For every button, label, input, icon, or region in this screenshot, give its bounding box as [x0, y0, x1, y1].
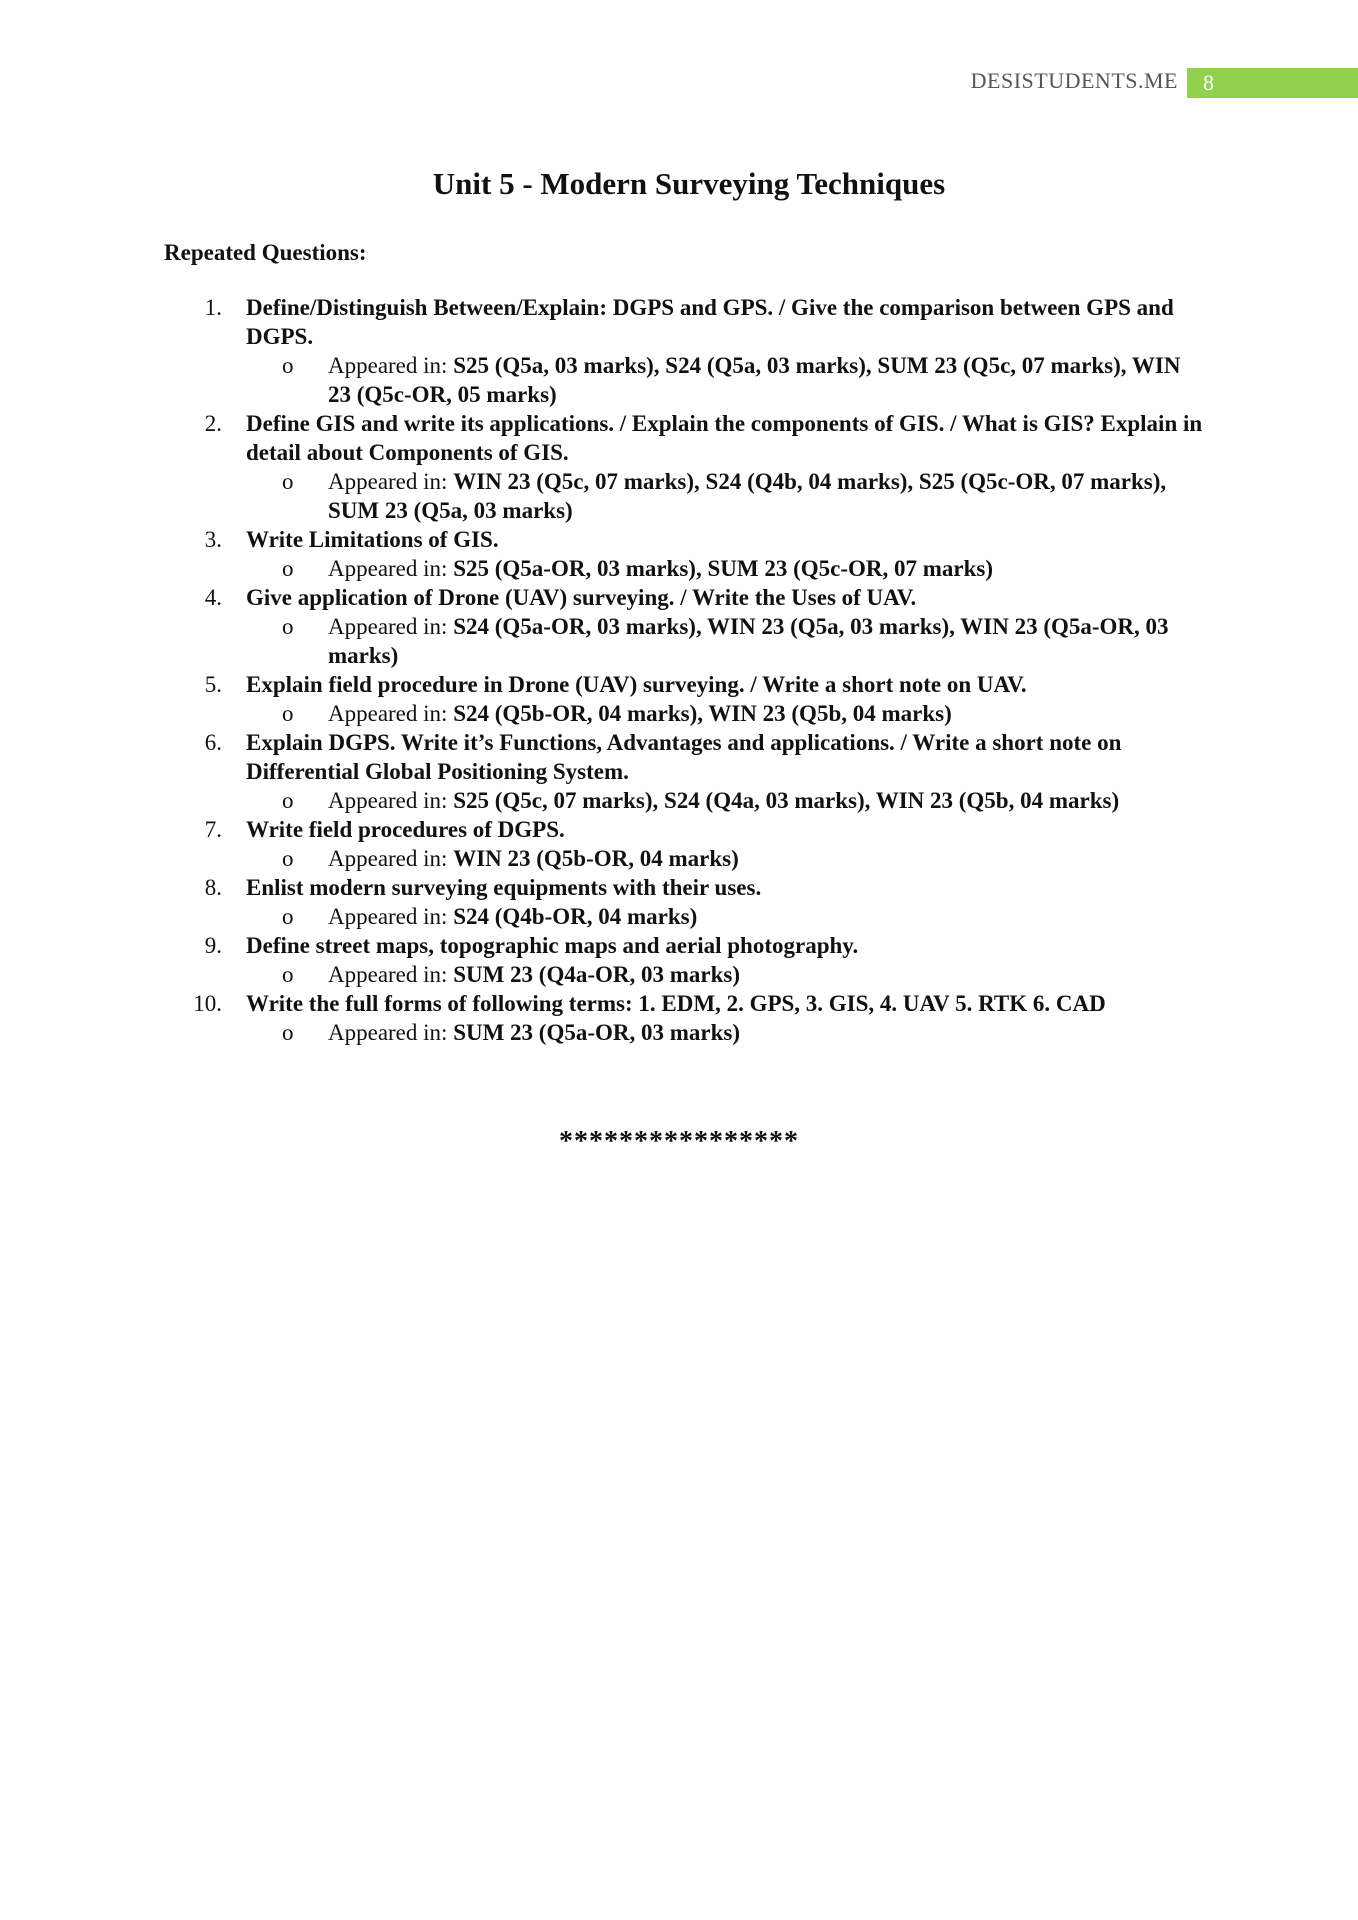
- exam-references: S25 (Q5c, 07 marks), S24 (Q4a, 03 marks), WIN 23 (Q5b, 04 marks): [453, 788, 1120, 813]
- bullet-marker: o: [282, 904, 294, 929]
- appeared-in-label: Appeared in:: [328, 469, 448, 494]
- question-text: Define GIS and write its applications. / Explain the components of GIS. / What is GIS? Explain in detail about Components of GIS.: [246, 411, 1203, 465]
- question-text: Give application of Drone (UAV) surveying. / Write the Uses of UAV.: [246, 585, 917, 610]
- question-item: [164, 293, 1204, 351]
- appeared-in-label: Appeared in:: [328, 904, 448, 929]
- question-item: [164, 931, 1204, 960]
- appeared-in-label: Appeared in:: [328, 353, 448, 378]
- question-item: [164, 409, 1204, 467]
- question-number: 4.: [204, 585, 222, 610]
- question-text: Write field procedures of DGPS.: [246, 817, 565, 842]
- question-text: Define street maps, topographic maps and aerial photography.: [246, 933, 859, 958]
- appeared-in-label: Appeared in:: [328, 846, 448, 871]
- question-number: 6.: [204, 730, 222, 755]
- bullet-marker: o: [282, 614, 294, 639]
- question-number: 10.: [193, 991, 222, 1016]
- end-marker: ****************: [559, 1126, 799, 1157]
- bullet-marker: o: [282, 701, 294, 726]
- question-number: 3.: [204, 527, 222, 552]
- appeared-in-line: [164, 612, 1204, 670]
- question-number: 7.: [204, 817, 222, 842]
- question-text: Write the full forms of following terms: 1. EDM, 2. GPS, 3. GIS, 4. UAV 5. RTK 6. CAD: [246, 991, 1106, 1016]
- bullet-marker: o: [282, 556, 294, 581]
- appeared-in-line: [164, 351, 1204, 409]
- question-item: [164, 670, 1204, 699]
- bullet-marker: o: [282, 962, 294, 987]
- question-number: 2.: [204, 411, 222, 436]
- appeared-in-line: [164, 467, 1204, 525]
- exam-references: WIN 23 (Q5c, 07 marks), S24 (Q4b, 04 marks), S25 (Q5c-OR, 07 marks), SUM 23 (Q5a, 03 marks): [328, 469, 1167, 523]
- appeared-in-line: [164, 902, 1204, 931]
- appeared-in-label: Appeared in:: [328, 1020, 448, 1045]
- exam-references: S24 (Q5a-OR, 03 marks), WIN 23 (Q5a, 03 marks), WIN 23 (Q5a-OR, 03 marks): [328, 614, 1169, 668]
- question-item: [164, 989, 1204, 1018]
- exam-references: SUM 23 (Q4a-OR, 03 marks): [453, 962, 741, 987]
- page-number-badge: 8: [1187, 68, 1358, 98]
- appeared-in-line: [164, 1018, 1204, 1047]
- question-text: Define/Distinguish Between/Explain: DGPS and GPS. / Give the comparison between GPS and DGPS.: [246, 295, 1174, 349]
- appeared-in-line: [164, 554, 1204, 583]
- exam-references: S24 (Q4b-OR, 04 marks): [453, 904, 698, 929]
- question-item: [164, 525, 1204, 554]
- question-item: [164, 815, 1204, 844]
- exam-references: WIN 23 (Q5b-OR, 04 marks): [453, 846, 739, 871]
- question-text: Explain field procedure in Drone (UAV) surveying. / Write a short note on UAV.: [246, 672, 1027, 697]
- appeared-in-label: Appeared in:: [328, 962, 448, 987]
- appeared-in-line: [164, 844, 1204, 873]
- appeared-in-label: Appeared in:: [328, 701, 448, 726]
- appeared-in-label: Appeared in:: [328, 788, 448, 813]
- appeared-in-label: Appeared in:: [328, 614, 448, 639]
- header-site-name: DESISTUDENTS.ME: [970, 68, 1178, 93]
- question-text: Explain DGPS. Write it’s Functions, Advantages and applications. / Write a short note on Differential Global Positioning System.: [246, 730, 1122, 784]
- bullet-marker: o: [282, 846, 294, 871]
- exam-references: SUM 23 (Q5a-OR, 03 marks): [453, 1020, 741, 1045]
- bullet-marker: o: [282, 469, 294, 494]
- appeared-in-line: [164, 699, 1204, 728]
- question-text: Enlist modern surveying equipments with their uses.: [246, 875, 762, 900]
- exam-references: S25 (Q5a-OR, 03 marks), SUM 23 (Q5c-OR, 07 marks): [453, 556, 994, 581]
- appeared-in-label: Appeared in:: [328, 556, 448, 581]
- appeared-in-line: [164, 960, 1204, 989]
- bullet-marker: o: [282, 353, 294, 378]
- appeared-in-line: [164, 786, 1204, 815]
- section-label: Repeated Questions:: [164, 240, 367, 265]
- exam-references: S25 (Q5a, 03 marks), S24 (Q5a, 03 marks), SUM 23 (Q5c, 07 marks), WIN 23 (Q5c-OR, 05 marks): [328, 353, 1181, 407]
- question-number: 9.: [204, 933, 222, 958]
- bullet-marker: o: [282, 788, 294, 813]
- bullet-marker: o: [282, 1020, 294, 1045]
- page-title: Unit 5 - Modern Surveying Techniques: [432, 166, 946, 201]
- question-text: Write Limitations of GIS.: [246, 527, 499, 552]
- question-item: [164, 873, 1204, 902]
- question-item: [164, 583, 1204, 612]
- question-list: [164, 293, 1204, 1047]
- question-number: 1.: [204, 295, 222, 320]
- question-number: 5.: [204, 672, 222, 697]
- question-number: 8.: [204, 875, 222, 900]
- exam-references: S24 (Q5b-OR, 04 marks), WIN 23 (Q5b, 04 marks): [453, 701, 952, 726]
- question-item: [164, 728, 1204, 786]
